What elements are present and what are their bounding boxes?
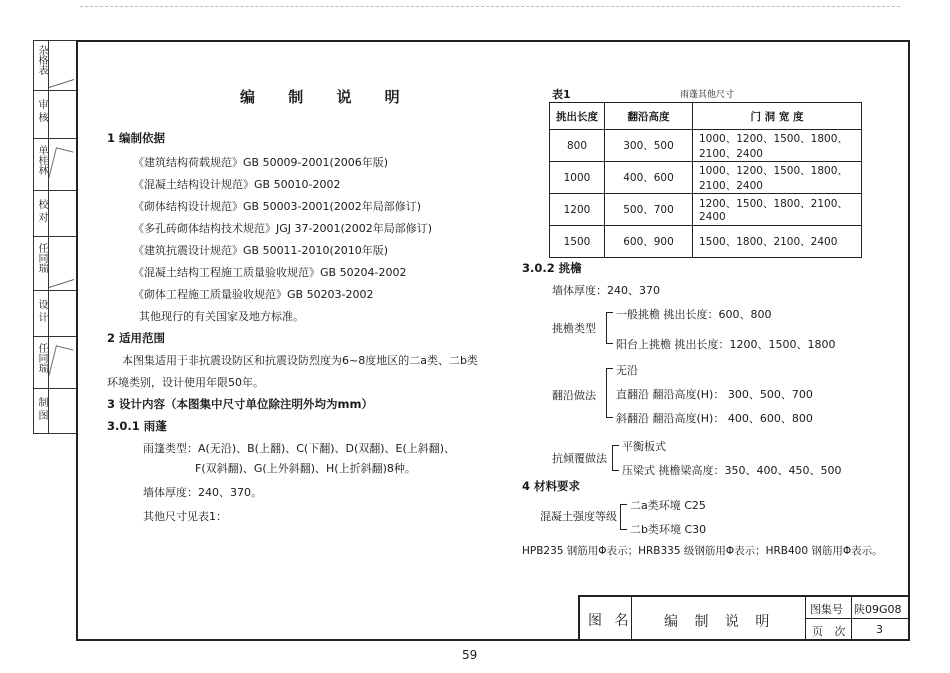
- table-cell: 1000、1200、1500、1800、2100、2400: [693, 162, 862, 194]
- reference-item: 《混凝土结构设计规范》GB 50010-2002: [133, 178, 341, 191]
- sidebar-label: 任同瑞: [36, 243, 47, 273]
- table-cell: 400、600: [605, 162, 693, 194]
- concrete-grade-item: 二a类环境 C25: [630, 499, 706, 512]
- table-header-row: [550, 103, 862, 130]
- table-cell: 500、700: [605, 194, 693, 226]
- reference-item: 《混凝土结构工程施工质量验收规范》GB 50204-2002: [133, 266, 407, 279]
- anti-overturn-item: 压梁式 挑檐梁高度：350、400、450、500: [622, 464, 842, 477]
- sidebar-row: [34, 139, 76, 191]
- section-3-heading: 3 设计内容（本图集中尺寸单位除注明外均为mm）: [107, 397, 373, 411]
- atlas-number: 陕09G08: [854, 603, 902, 616]
- eave-wall-thickness: 墙体厚度：240、370: [552, 284, 660, 297]
- title-block: [578, 595, 910, 641]
- reference-item: 《建筑结构荷载规范》GB 50009-2001(2006年版): [133, 156, 389, 169]
- signature-mark: [49, 345, 74, 379]
- sidebar-row: [34, 41, 76, 91]
- sidebar-label: 任同瑞: [36, 343, 47, 373]
- section-2-heading: 2 适用范围: [107, 331, 166, 345]
- section-301-heading: 3.0.1 雨蓬: [107, 419, 167, 433]
- table-cell: 1200: [550, 194, 605, 226]
- sidebar-label: 校 对: [36, 199, 47, 223]
- eave-type-item: 阳台上挑檐 挑出长度：1200、1500、1800: [616, 338, 836, 351]
- page-title: 编 制 说 明: [240, 88, 414, 106]
- scope-text: 环境类别，设计使用年限50年。: [107, 376, 264, 389]
- sidebar-row: [34, 191, 76, 237]
- table-row: [550, 226, 862, 258]
- flange-item: 直翻沿 翻沿高度(H)： 300、500、700: [616, 388, 813, 401]
- sidebar-label: 审 核: [36, 99, 47, 123]
- section-4-heading: 4 材料要求: [522, 479, 581, 493]
- table-row: [550, 162, 862, 194]
- page-label-cell: [806, 619, 852, 641]
- reference-item: 《砌体工程施工质量验收规范》GB 50203-2002: [133, 288, 374, 301]
- table-cell: 1200、1500、1800、2100、2400: [693, 194, 862, 226]
- page-number-cell: [852, 619, 908, 641]
- table-caption: 雨蓬其他尺寸: [680, 90, 735, 100]
- anti-overturn-label: 抗倾覆做法: [552, 452, 607, 465]
- eave-type-item: 一般挑檐 挑出长度：600、800: [616, 308, 772, 321]
- concrete-grade-label: 混凝土强度等级: [540, 510, 617, 523]
- bracket: [606, 368, 613, 418]
- signature-sidebar: [33, 40, 76, 434]
- sidebar-row: [34, 91, 76, 139]
- sidebar-label: 设 计: [36, 299, 47, 323]
- table-header: 挑出长度: [550, 103, 605, 130]
- title-block-name-cell: [632, 597, 806, 641]
- bracket: [620, 504, 627, 530]
- reference-item: 《建筑抗震设计规范》GB 50011-2010(2010年版): [133, 244, 389, 257]
- canopy-types: 雨篷类型：A(无沿)、B(上翻)、C(下翻)、D(双翻)、E(上斜翻)、: [143, 442, 456, 455]
- title-block-name-label-cell: [580, 597, 632, 641]
- table-row: [550, 130, 862, 162]
- table-cell: 1500、1800、2100、2400: [693, 226, 862, 258]
- table-cell: 300、500: [605, 130, 693, 162]
- table-header: 门 洞 宽 度: [693, 103, 862, 130]
- canopy-types: F(双斜翻)、G(上外斜翻)、H(上折斜翻)8种。: [195, 462, 416, 475]
- sidebar-row: [34, 291, 76, 337]
- atlas-label-cell: [806, 597, 852, 619]
- steel-notation: HPB235 钢筋用Φ表示；HRB335 级钢筋用Φ表示；HRB400 钢筋用Φ表示。: [522, 545, 883, 557]
- title-block-name-label: 图 名: [588, 613, 633, 629]
- flange-item: 无沿: [616, 364, 638, 377]
- other-size-note: 其他尺寸见表1：: [143, 510, 227, 523]
- sidebar-label: 制 图: [36, 397, 47, 421]
- reference-note: 其他现行的有关国家及地方标准。: [139, 310, 304, 323]
- section-1-heading: 1 编制依据: [107, 131, 166, 145]
- bracket: [606, 312, 613, 344]
- title-block-name: 编 制 说 明: [664, 614, 776, 630]
- section-302-heading: 3.0.2 挑檐: [522, 261, 582, 275]
- table-header: 翻沿高度: [605, 103, 693, 130]
- anti-overturn-item: 平衡板式: [622, 440, 666, 453]
- table-cell: 800: [550, 130, 605, 162]
- table-row: [550, 194, 862, 226]
- table-cell: 600、900: [605, 226, 693, 258]
- page-index: 3: [876, 623, 883, 636]
- table-cell: 1500: [550, 226, 605, 258]
- flange-item: 斜翻沿 翻沿高度(H)： 400、600、800: [616, 412, 813, 425]
- wall-thickness: 墙体厚度：240、370。: [143, 486, 262, 499]
- signature-mark: [49, 239, 74, 288]
- signature-mark: [49, 43, 74, 88]
- bracket: [612, 445, 619, 471]
- flange-label: 翻沿做法: [552, 389, 596, 402]
- table-label: 表1: [552, 88, 571, 101]
- reference-item: 《多孔砖砌体结构技术规范》JGJ 37-2001(2002年局部修订): [133, 222, 433, 235]
- sidebar-row: [34, 237, 76, 291]
- table-cell: 1000: [550, 162, 605, 194]
- sidebar-row: [34, 389, 76, 434]
- atlas-label: 图集号: [810, 603, 843, 616]
- canopy-size-table: [549, 102, 862, 258]
- table-cell: 1000、1200、1500、1800、2100、2400: [693, 130, 862, 162]
- signature-mark: [49, 147, 74, 181]
- reference-item: 《砌体结构设计规范》GB 50003-2001(2002年局部修订): [133, 200, 422, 213]
- atlas-number-cell: [852, 597, 908, 619]
- scope-text: 本图集适用于非抗震设防区和抗震设防烈度为6~8度地区的二a类、二b类: [122, 354, 478, 367]
- page-number: 59: [462, 648, 478, 662]
- concrete-grade-item: 二b类环境 C30: [630, 523, 707, 536]
- page-label: 页 次: [812, 625, 850, 638]
- sidebar-label: 杂格表: [36, 45, 47, 75]
- eave-type-label: 挑檐类型: [552, 322, 596, 335]
- sidebar-label: 单桂林: [36, 145, 47, 175]
- sidebar-row: [34, 337, 76, 389]
